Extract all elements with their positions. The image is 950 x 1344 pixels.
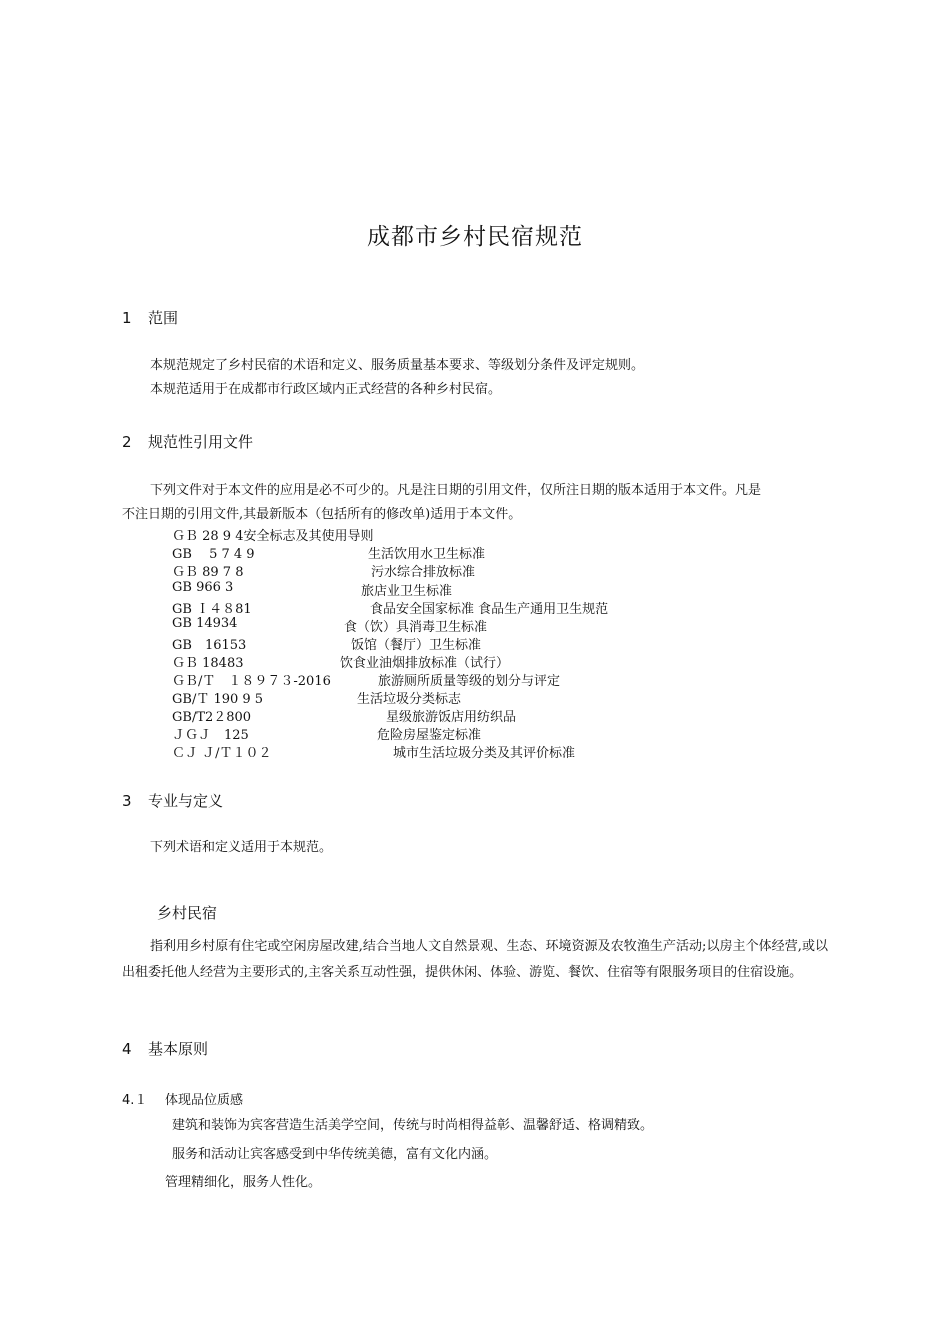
section-4-heading xyxy=(122,1038,208,1059)
section-4-number: 4 xyxy=(122,1040,132,1058)
reference-name: 星级旅游饭店用纺织品 xyxy=(386,710,517,725)
section-3-heading xyxy=(122,790,223,811)
section-1-heading xyxy=(122,307,178,328)
section-2-heading xyxy=(122,431,253,452)
term-definition xyxy=(122,934,828,986)
section-2-number: 2 xyxy=(122,433,132,451)
reference-name: 城市生活垃圾分类及其评价标准 xyxy=(393,746,576,761)
reference-code: ＣＪ Ｊ/Ｔ１０２ xyxy=(172,746,272,761)
reference-name: 旅游厕所质量等级的划分与评定 xyxy=(378,674,561,689)
reference-name: 生活垃圾分类标志 xyxy=(357,692,462,707)
section-2-intro-line-2: 不注日期的引用文件,其最新版本（包括所有的修改单)适用于本文件。 xyxy=(122,507,522,522)
section-2-intro-line-1: 下列文件对于本文件的应用是必不可少的。凡是注日期的引用文件，仅所注日期的版本适用于本文件。凡是 xyxy=(150,483,762,498)
subsection-4-1-title: 体现品位质感 xyxy=(165,1093,244,1108)
reference-name: 旅店业卫生标准 xyxy=(361,584,453,599)
reference-code: GB/T2２800 xyxy=(172,710,252,725)
section-3-title: 专业与定义 xyxy=(148,792,224,810)
reference-name: 污水综合排放标准 xyxy=(371,565,476,580)
document-title: 成都市乡村民宿规范 xyxy=(367,224,583,250)
principle-line-2: 服务和活动让宾客感受到中华传统美德，富有文化内涵。 xyxy=(172,1147,498,1162)
reference-code: ＧＢ 89 7 8 xyxy=(172,565,244,580)
section-1-number: 1 xyxy=(122,309,132,327)
reference-code: GB 16153 xyxy=(172,638,247,653)
reference-code: GB 14934 xyxy=(172,616,238,631)
reference-name: 饮食业油烟排放标准（试行） xyxy=(340,656,510,671)
reference-name: 食品安全国家标准 食品生产通用卫生规范 xyxy=(370,602,609,617)
term-heading: 乡村民宿 xyxy=(157,904,218,922)
section-1-paragraph-1: 本规范规定了乡村民宿的术语和定义、服务质量基本要求、等级划分条件及评定规则。 xyxy=(150,358,645,373)
reference-code: GB 5 7 4 9 xyxy=(172,547,255,562)
term-definition-text: 指利用乡村原有住宅或空闲房屋改建,结合当地人文自然景观、生态、环境资源及农牧渔生产活动;以房主个体经营,或以出租委托他人经营为主要形式的,主客关系互动性强，提供休闲、体验、游览、餐饮、住宿等有限服务项目的住宿设施。 xyxy=(122,939,828,980)
section-1-title: 范围 xyxy=(148,309,179,327)
reference-code: ＧＢ/Ｔ １８９７３-2016 xyxy=(172,674,331,689)
reference-code: GB 966 3 xyxy=(172,580,234,595)
reference-code: ＧＢ 18483 xyxy=(172,656,244,671)
section-3-intro: 下列术语和定义适用于本规范。 xyxy=(150,840,333,855)
section-1-paragraph-2: 本规范适用于在成都市行政区域内正式经营的各种乡村民宿。 xyxy=(150,382,502,397)
reference-name: 生活饮用水卫生标准 xyxy=(368,547,486,562)
reference-name: 危险房屋鉴定标准 xyxy=(377,728,482,743)
section-4-title: 基本原则 xyxy=(148,1040,209,1058)
section-3-number: 3 xyxy=(122,792,132,810)
principle-line-1: 建筑和装饰为宾客营造生活美学空间，传统与时尚相得益彰、温馨舒适、格调精致。 xyxy=(172,1118,654,1133)
reference-code: GB/Ｔ 190 9 5 xyxy=(172,692,264,707)
reference-name: 饭馆（餐厅）卫生标准 xyxy=(351,638,482,653)
reference-name: 食（饮）具消毒卫生标准 xyxy=(344,620,488,635)
reference-code: ＪＧＪ 125 xyxy=(172,728,249,743)
reference-code: ＧＢ 28 9 4安全标志及其使用导则 xyxy=(172,529,374,544)
subsection-4-1-number: 4.１ xyxy=(122,1093,148,1108)
reference-code: GB Ｉ４８81 xyxy=(172,602,252,617)
section-2-title: 规范性引用文件 xyxy=(148,433,254,451)
principle-line-3: 管理精细化，服务人性化。 xyxy=(165,1175,322,1190)
